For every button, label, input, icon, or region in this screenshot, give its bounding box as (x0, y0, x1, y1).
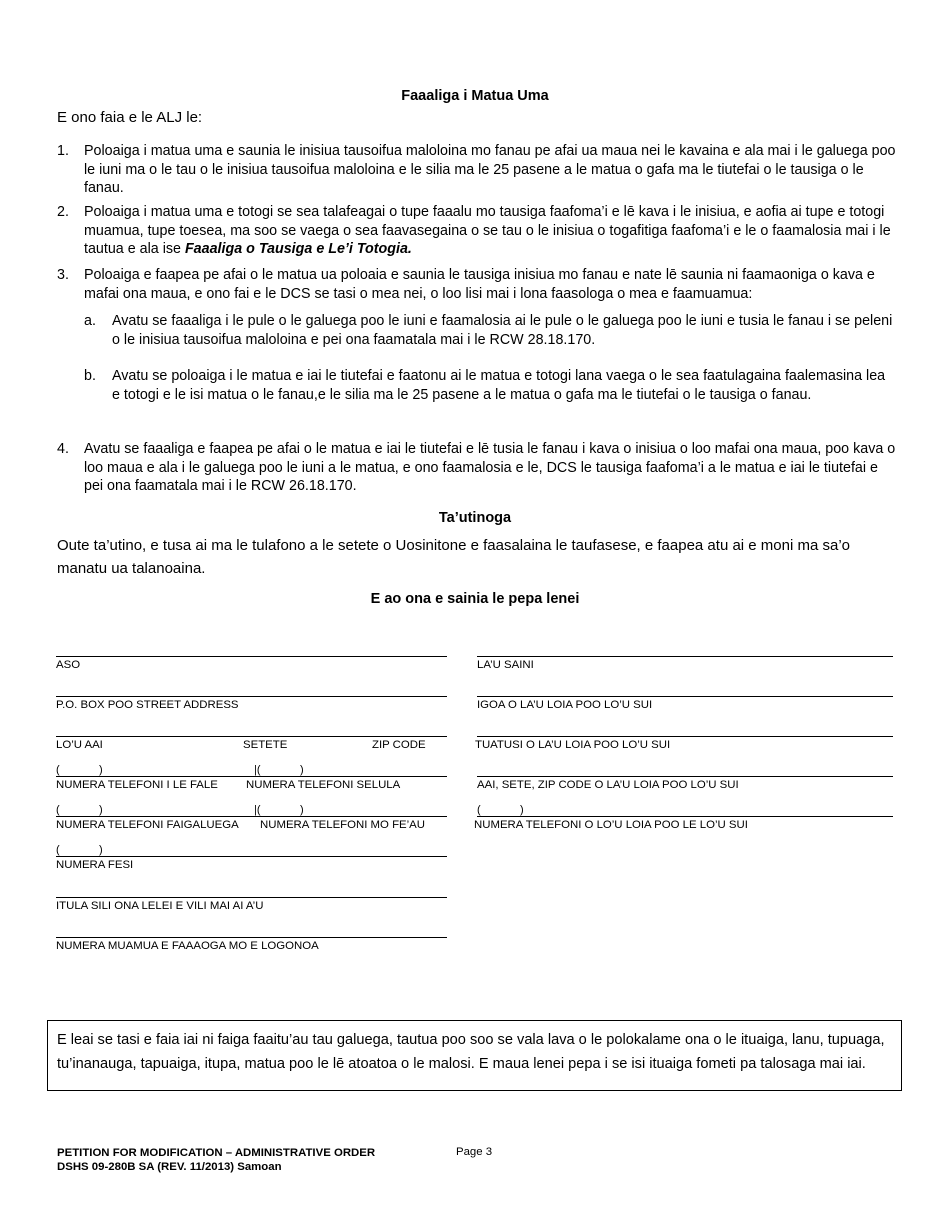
signature-field[interactable] (477, 656, 893, 673)
list-text: Poloaiga i matua uma e totogi se sea talafeagai o tupe faaalu mo tausiga faafoma’i e lē kava i le inisiua, e aofia ai tupe e totogi muamua, tupe toesea, ma soo se vaega o sea faavasegaina o se tau o le inisiua o togafitiga faafoma’i e le o faamalosia mai i le tautua e ala ise (84, 204, 891, 257)
phone-field-row-2[interactable] (56, 816, 447, 833)
lawyer-city-field[interactable] (477, 776, 893, 793)
sub-number: a. (84, 313, 96, 329)
lawyer-name-field[interactable] (477, 696, 893, 713)
list-item-1 (57, 142, 897, 198)
zip-label: ZIP CODE (372, 739, 426, 751)
paren-close: ) (99, 764, 103, 776)
page-number: Page 3 (456, 1146, 493, 1158)
list-number: 1. (57, 143, 69, 159)
sign-heading: E ao ona e sainia le pepa lenei (370, 591, 580, 607)
alt-number-label: NUMERA MUAMUA E FAAAOGA MO E LOGONOA (56, 940, 319, 952)
fax-field[interactable] (56, 856, 447, 873)
message-phone-label: NUMERA TELEFONI MO FE’AU (260, 819, 425, 831)
field-label: ASO (56, 659, 81, 671)
list-number: 2. (57, 204, 69, 220)
work-phone-label: NUMERA TELEFONI FAIGALUEGA (56, 819, 239, 831)
paren-close: ) (99, 844, 103, 856)
field-label: P.O. BOX POO STREET ADDRESS (56, 699, 239, 711)
nondiscrimination-notice: E leai se tasi e faia iai ni faiga faaitu’au tau galuega, tautua poo soo se vala lava o le polokalame ona o le ituaiga, lanu, tupuaga, tu’inanauga, tapuaiga, itupa, matua poo le lē atoatoa o le malosi. E maua lenei pepa i se isi ituaiga fometi pa talosaga mai iai. (47, 1020, 902, 1091)
paren-open: ( (56, 844, 60, 856)
paren-open: ( (56, 804, 60, 816)
paren-open: |( (254, 764, 261, 776)
intro-text: E ono faia e le ALJ le: (57, 109, 203, 126)
home-phone-label: NUMERA TELEFONI I LE FALE (56, 779, 218, 791)
sub-item-b (84, 367, 896, 404)
lawyer-address-field[interactable] (477, 736, 893, 753)
lawyer-city-label: AAI, SETE, ZIP CODE O LA’U LOIA POO LO’U SUI (477, 779, 739, 791)
paren-close: ) (300, 804, 304, 816)
state-label: SETETE (243, 739, 288, 751)
list-text: Poloaiga e faapea pe afai o le matua ua poloaia e saunia le tausiga inisiua mo fanau e nate lē saunia ni faamaoniga o kava e mafai ona maua, e ono fai e le DCS se tasi o mea nei, o loo lisi mai i lona faasologa o mea e faamuamua: (84, 267, 875, 302)
lawyer-phone-field[interactable] (474, 816, 893, 833)
form-number: DSHS 09-280B SA (REV. 11/2013) Samoan (57, 1161, 282, 1173)
date-field[interactable] (56, 656, 447, 673)
list-item-4 (57, 440, 897, 496)
lawyer-name-label: IGOA O LA’U LOIA POO LO’U SUI (477, 699, 653, 711)
sub-text: Avatu se faaaliga i le pule o le galuega poo le iuni e faamalosia ai le pule o le galuega poo le iuni e tusia le fanau i se peleni o le inisiua tausoifua maloloina e pei ona faamatala mai i le RCW 28.18.170. (112, 313, 893, 348)
form-title: PETITION FOR MODIFICATION – ADMINISTRATIVE ORDER (57, 1147, 376, 1159)
paren-open: ( (56, 764, 60, 776)
page-title: Faaaliga i Matua Uma (401, 88, 549, 104)
list-item-2 (57, 203, 897, 259)
phone-field-row-1[interactable] (56, 776, 447, 793)
sub-text: Avatu se poloaiga i le matua e iai le tiutefai e faatonu ai le matua e totogi lana vaega o le sea faatulagaina faalemasina lea e totogi e le isi matua o le fanau,e le silia ma le 25 pasene a le matua o gafa ma le tiutefai o le tausiga o fanau. (112, 368, 886, 403)
best-time-field[interactable] (56, 897, 447, 914)
fax-label: NUMERA FESI (56, 859, 134, 871)
sub-item-a (84, 312, 896, 349)
list-text: Avatu se faaaliga e faapea pe afai o le matua e iai le tiutefai e lē tusia le fanau i kava o inisiua o loo mafai ona maua, poo kava o loo maua e ala i le galuega poo le iuni a le matua, e ono faamalosia e le, DCS le tausiga faafoma’i a le matua e iai le tiutefai e pei ona faamatala mai i le RCW 26.18.170. (84, 441, 896, 494)
declaration-heading: Ta’utinoga (438, 510, 512, 526)
signature-label: LA’U SAINI (477, 659, 534, 671)
declaration-text: Oute ta’utino, e tusa ai ma le tulafono a le setete o Uosinitone e faasalaina le taufasese, e faapea atu ai e moni ma sa’o manatu ua talanoaina. (57, 537, 851, 577)
lawyer-phone-label: NUMERA TELEFONI O LO’U LOIA POO LE LO’U SUI (474, 819, 748, 831)
paren-close: ) (99, 804, 103, 816)
lawyer-address-label: TUATUSI O LA’U LOIA POO LO’U SUI (475, 739, 671, 751)
paren-open: |( (254, 804, 261, 816)
alt-number-field[interactable] (56, 937, 447, 954)
list-number: 4. (57, 441, 69, 457)
cell-phone-label: NUMERA TELEFONI SELULA (246, 779, 401, 791)
paren-open: ( (477, 804, 481, 816)
emphasis-text: Faaaliga o Tausiga e Le’i Totogia. (184, 241, 412, 257)
city-state-zip-field[interactable] (56, 736, 447, 753)
paren-close: ) (300, 764, 304, 776)
list-number: 3. (57, 267, 69, 283)
city-label: LO’U AAI (56, 739, 103, 751)
address-field[interactable] (56, 696, 447, 713)
best-time-label: ITULA SILI ONA LELEI E VILI MAI AI A’U (56, 900, 264, 912)
sub-number: b. (84, 368, 96, 384)
list-item-3 (57, 266, 897, 303)
list-text: Poloaiga i matua uma e saunia le inisiua tausoifua maloloina mo fanau pe afai ua maua nei le kavaina e ala mai i le galuega poo le iuni ma o le tau o le inisiua tausoifua maloloina e le silia ma le 25 pasene a le matua o gafa ma le tiutefai o le tausiga o le fanau. (84, 143, 896, 196)
form-footer (57, 1146, 375, 1174)
paren-close: ) (520, 804, 524, 816)
